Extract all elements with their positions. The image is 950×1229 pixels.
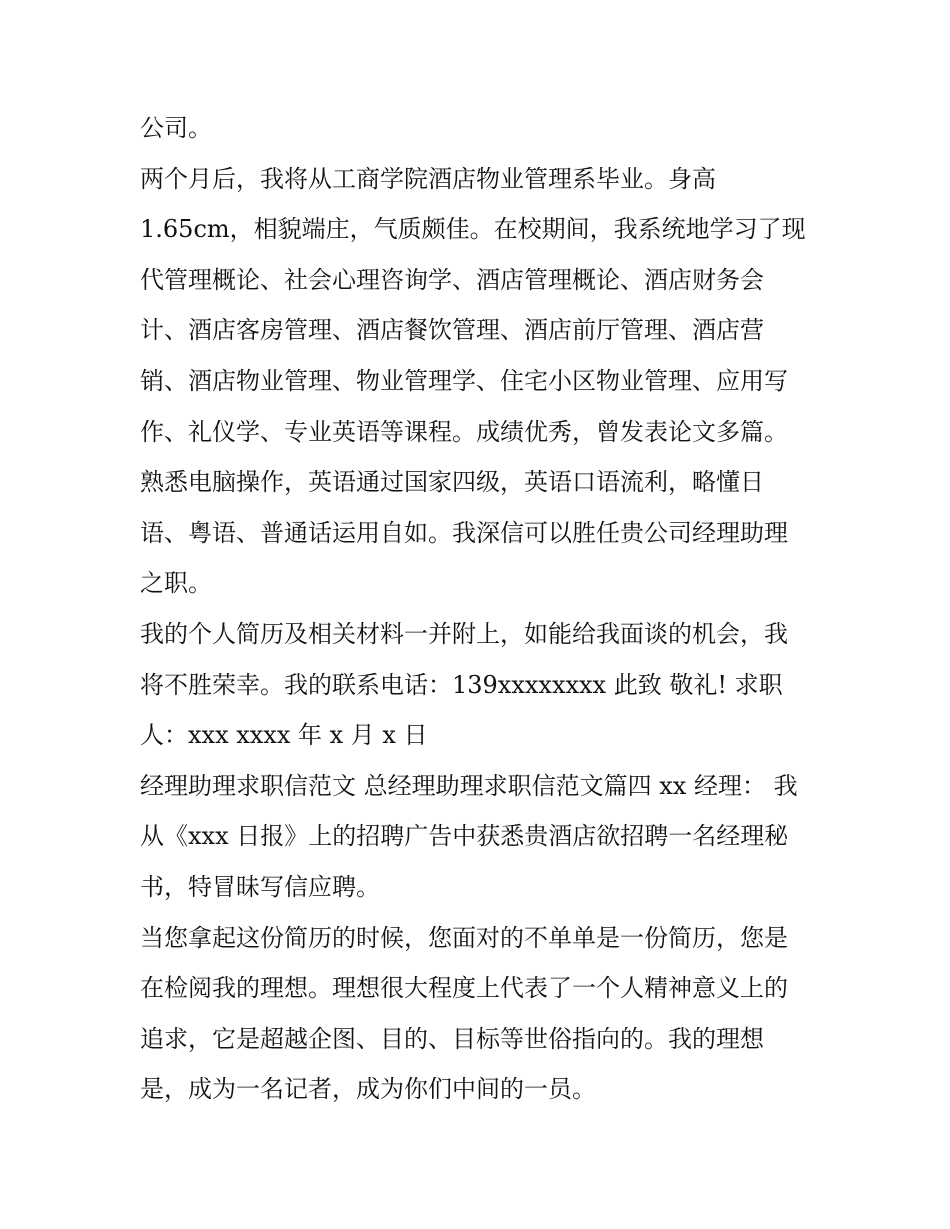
text-line: 语、粤语、普通话运用自如。我深信可以胜任贵公司经理助理 — [140, 518, 788, 547]
text-line: 公司。 — [140, 114, 212, 142]
text-line: 在检阅我的理想。理想很大程度上代表了一个人精神意义上的 — [140, 974, 788, 1003]
text-line: 当您拿起这份简历的时候，您面对的不单单是一份简历，您是 — [140, 923, 788, 952]
text-line: 追求，它是超越企图、目的、目标等世俗指向的。我的理想 — [140, 1024, 764, 1053]
text-line: 1.65cm，相貌端庄，气质颇佳。在校期间，我系统地学习了现 — [140, 215, 806, 244]
document-body — [140, 103, 820, 1115]
text-line: 代管理概论、社会心理咨询学、酒店管理概论、酒店财务会 — [140, 265, 764, 294]
text-line: 是，成为一名记者，成为你们中间的一员。 — [140, 1075, 596, 1104]
text-line: 计、酒店客房管理、酒店餐饮管理、酒店前厅管理、酒店营 — [140, 316, 764, 345]
text-line: 经理助理求职信范文 总经理助理求职信范文篇四 xx 经理： 我 — [140, 771, 798, 800]
text-line: 从《xxx 日报》上的招聘广告中获悉贵酒店欲招聘一名经理秘 — [140, 822, 789, 851]
text-line: 人：xxx xxxx 年 x 月 x 日 — [140, 721, 428, 750]
text-line: 熟悉电脑操作，英语通过国家四级，英语口语流利，略懂日 — [140, 468, 764, 497]
text-line: 将不胜荣幸。我的联系电话：139xxxxxxxx 此致 敬礼! 求职 — [140, 670, 783, 699]
text-line: 之职。 — [140, 569, 212, 598]
text-line: 我的个人简历及相关材料一并附上，如能给我面谈的机会，我 — [140, 619, 788, 648]
text-line: 书，特冒昧写信应聘。 — [140, 872, 380, 901]
text-line: 销、酒店物业管理、物业管理学、住宅小区物业管理、应用写 — [140, 366, 788, 395]
text-line: 作、礼仪学、专业英语等课程。成绩优秀，曾发表论文多篇。 — [140, 417, 788, 446]
text-line: 两个月后，我将从工商学院酒店物业管理系毕业。身高 — [140, 164, 716, 193]
